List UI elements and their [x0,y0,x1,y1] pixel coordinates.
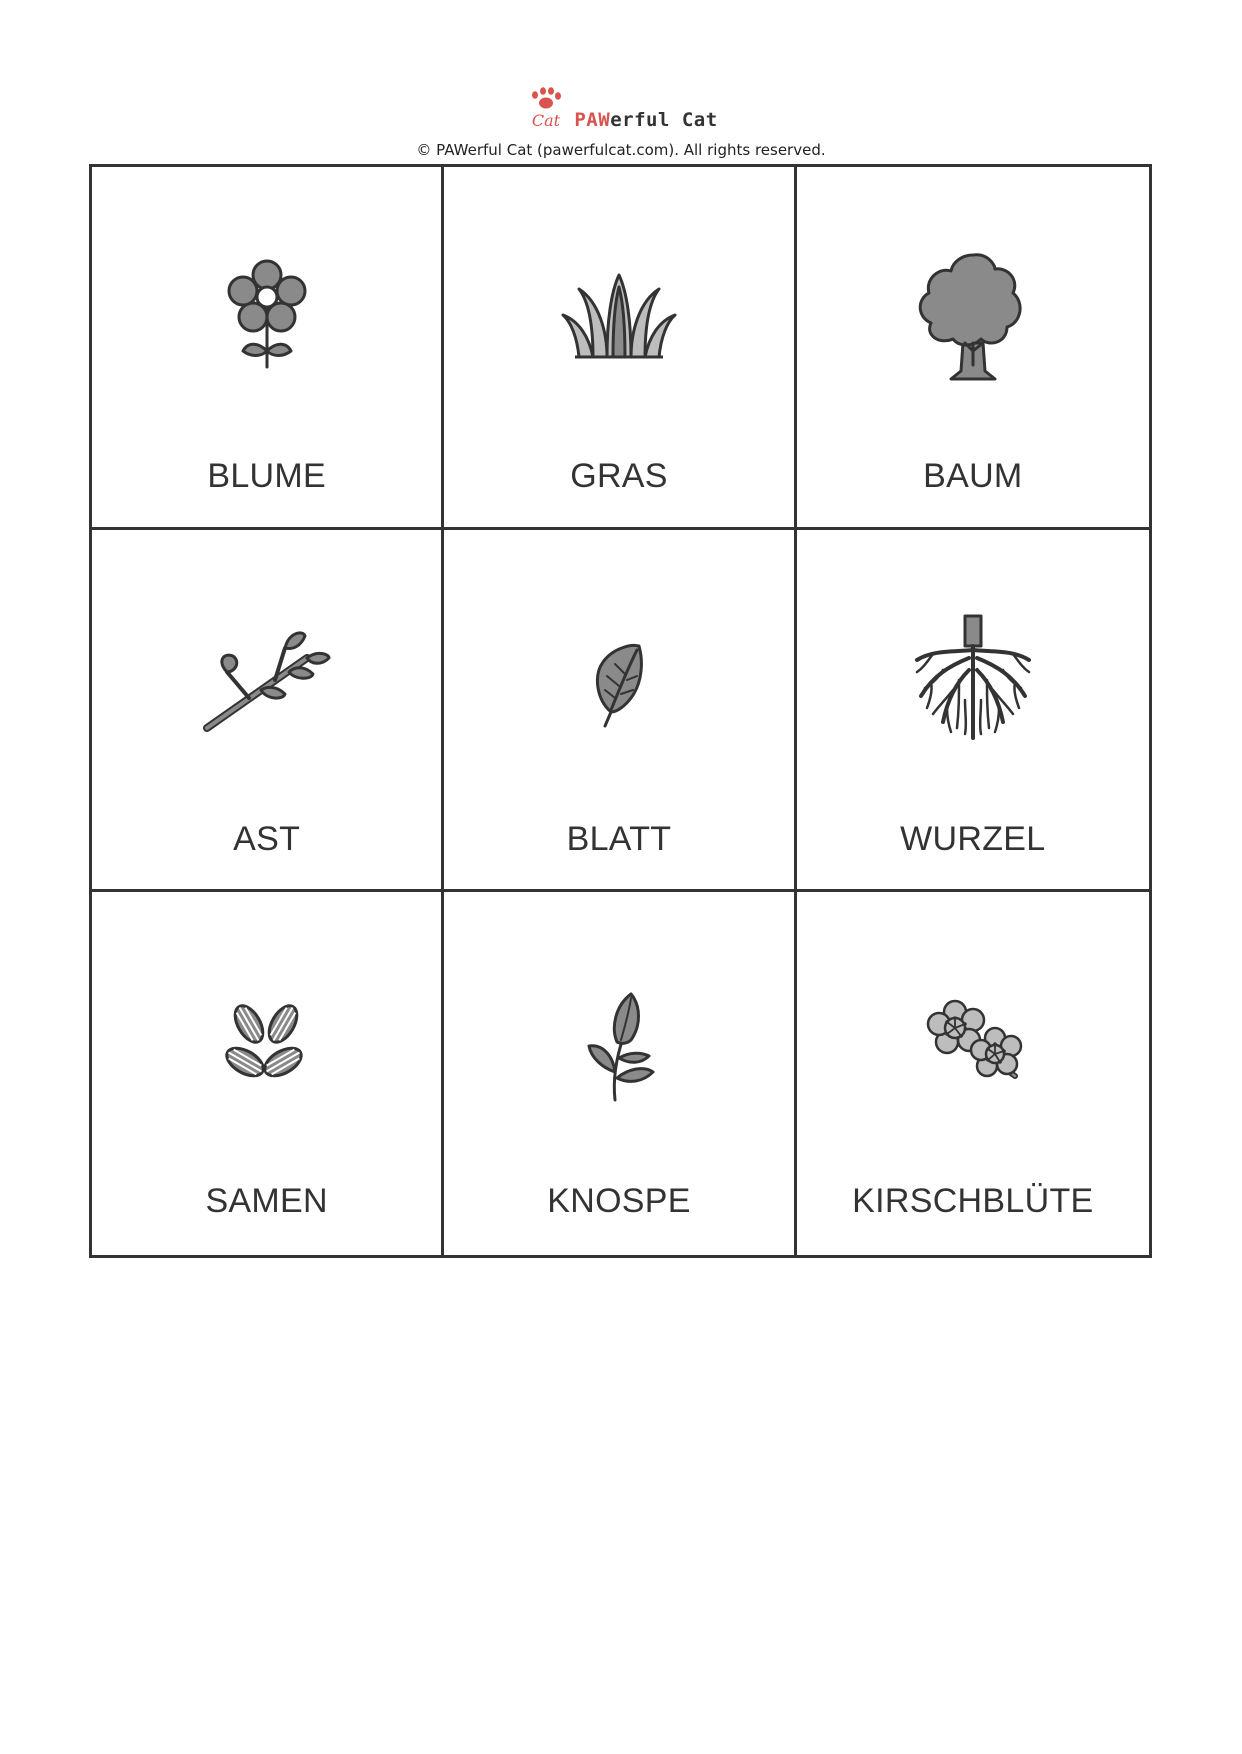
vocabulary-card-grid [89,164,1152,1258]
grass-icon [549,247,689,387]
seeds-icon [197,972,337,1112]
cherry-blossom-icon [903,972,1043,1112]
card-ast [92,530,444,893]
card-blatt [444,530,796,893]
card-label: BLATT [566,819,672,858]
card-label: WURZEL [900,819,1046,858]
card-label: SAMEN [205,1182,328,1221]
brand [524,86,717,132]
root-icon [903,610,1043,750]
leaf-icon [549,610,689,750]
bud-icon [549,972,689,1112]
copyright-notice: © PAWerful Cat (pawerfulcat.com). All rights reserved. [416,141,826,159]
card-label: BLUME [207,457,326,495]
card-blume [92,167,444,530]
card-samen [92,892,444,1255]
card-knospe [444,892,796,1255]
card-label: AST [233,819,301,858]
page-header [0,86,1242,159]
paw-logo-icon [524,86,568,132]
card-label: KIRSCHBLÜTE [852,1182,1094,1221]
tree-icon [903,247,1043,387]
card-label: KNOSPE [547,1182,691,1221]
branch-icon [197,610,337,750]
card-baum [797,167,1149,530]
brand-name: PAWerful Cat [574,109,718,131]
card-wurzel [797,530,1149,893]
card-gras [444,167,796,530]
card-label: BAUM [923,457,1023,495]
card-kirschbluete [797,892,1149,1255]
card-label: GRAS [570,457,668,495]
svg-text:Cat: Cat [532,111,561,130]
flower-icon [197,247,337,387]
